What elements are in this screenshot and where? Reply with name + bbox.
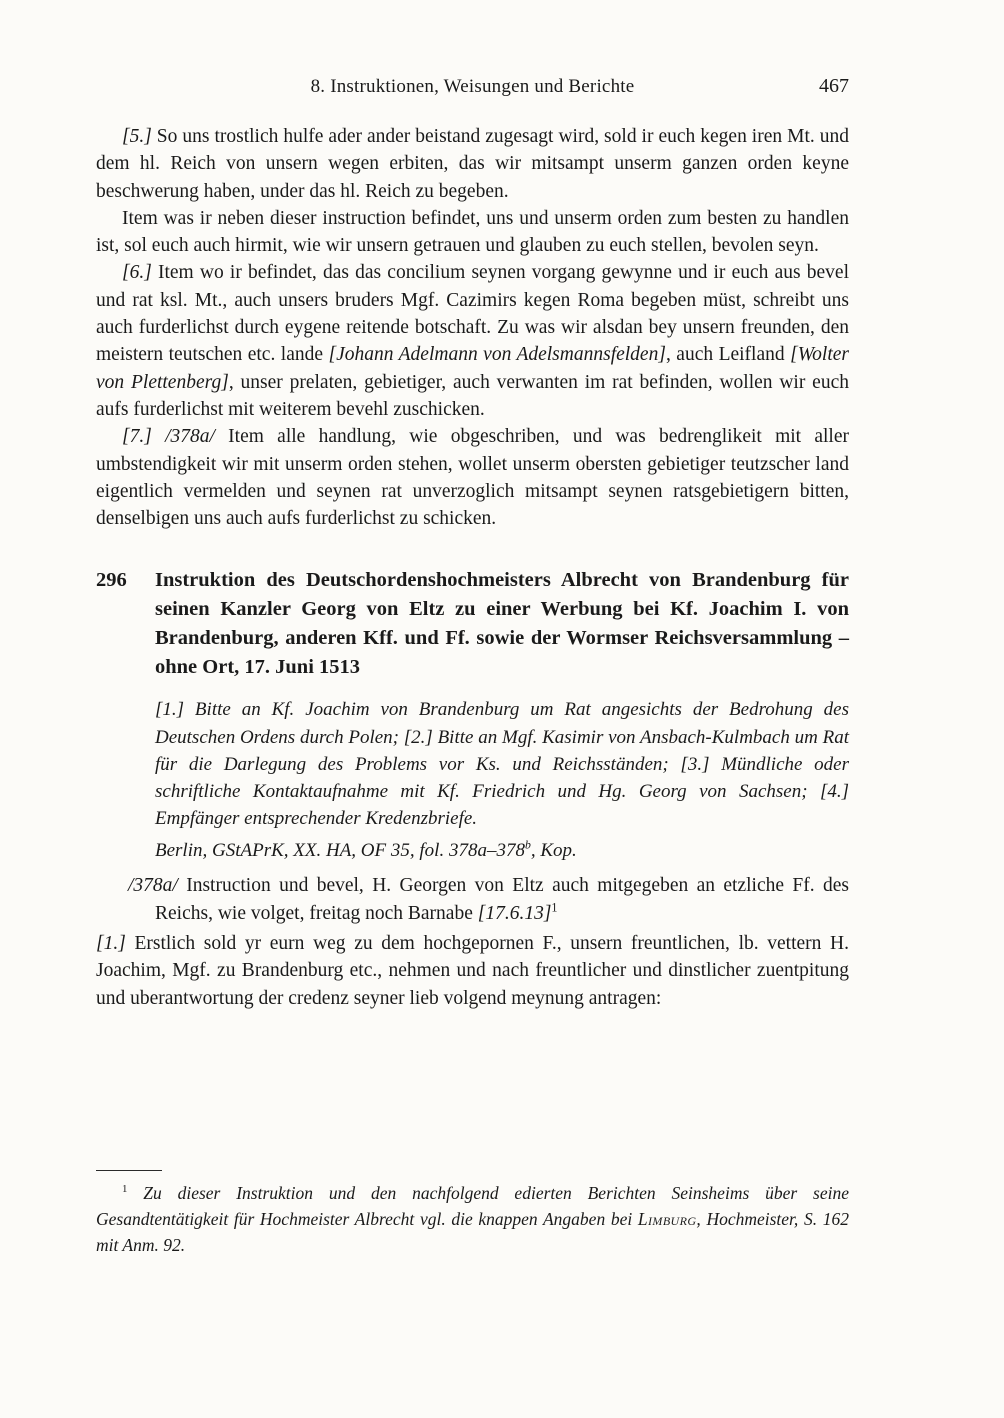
paragraph-7: [7.] /378a/ Item alle handlung, wie obgeschriben, und was bedrenglikeit mit aller umbstendigkeit wir mit unserm orden stehen, wollet unserm obersten gebietiger teutzscher land eigentlich vermelden und seynen rat unverzoglich mitsampt seynen ratsgebietigern bitten, denselbigen uns auch aufs furderlichst zu schicken.	[96, 426, 849, 530]
entry-heading	[96, 566, 849, 682]
entry-number: 296	[96, 569, 127, 592]
record-paragraph-1: [1.] Erstlich sold yr eurn weg zu dem hochgepornen F., unsern freuntlichen, lb. vettern H. Joachim, Mgf. zu Brandenburg etc., nehmen und nach freuntlicher und dinstlicher zuentpitung und uberantwortung der credenz seyner lieb volgend meynung antragen:	[96, 933, 849, 1009]
footnote-area	[96, 1170, 849, 1258]
running-header	[96, 76, 849, 100]
entry-296	[96, 566, 849, 1012]
page-content	[96, 76, 849, 1012]
footnote-rule	[96, 1170, 162, 1171]
footnote-1: $^1$ Zu dieser Instruktion und den nachfolgend edierten Berichten Seinsheims über seine Gesandtentätigkeit für Hochmeister Albrecht vgl. die knappen Angaben bei Limburg, Hochmeister, S. 162 mit Anm. 92.	[96, 1183, 849, 1255]
page-number: 467	[819, 75, 849, 97]
paragraph-6: [6.] Item wo ir befindet, das das concilium seynen vorgang gewynne und ir euch aus bevel und rat ksl. Mt., auch unsers bruders Mgf. Cazimirs kegen Roma begeben müst, schreibt uns auch furderlichst durch eygene reitende botschaft. Zu was wir alsdan bey unsern freunden, den meistern teutschen etc. lande [Johann Adelmann von Adelsmannsfelden], auch Leifland [Wolter von Plettenberg], unser prelaten, gebietiger, auch verwanten im rat befinden, wollen wir euch aufs furderlichst mit weiterem bevehl zuschicken.	[96, 262, 849, 420]
entry-summary: [1.] Bitte an Kf. Joachim von Brandenburg um Rat angesichts der Bedrohung des Deutschen Ordens durch Polen; [2.] Bitte an Mgf. Kasimir von Ansbach-Kulmbach um Rat für die Darlegung des Problems vor Ks. und Reichsständen; [3.] Mündliche oder schriftliche Kontaktaufnahme mit Kf. Friedrich und Hg. Georg von Sachsen; [4.] Empfänger entsprechender Kredenzbriefe.	[155, 699, 849, 830]
entry-title: Instruktion des Deutschordenshochmeisters Albrecht von Brandenburg für seinen Kanzler Georg von Eltz zu einer Werbung bei Kf. Joachim I. von Brandenburg, anderen Kff. und Ff. sowie der Wormser Reichsversammlung – ohne Ort, 17. Juni 1513	[155, 569, 849, 679]
running-title: 8. Instruktionen, Weisungen und Berichte	[310, 76, 635, 97]
paragraph-5: [5.] So uns trostlich hulfe ader ander beistand zugesagt wird, sold ir euch kegen iren Mt. und dem hl. Reich von unsern wegen erbiten, das wir mitsampt unserm ganzen orden keyne beschwerung haben, under das hl. Reich zu begeben.	[96, 126, 849, 202]
record-opening: /378a/ Instruction und bevel, H. Georgen von Eltz auch mitgegeben an etzliche Ff. des Reichs, wie volget, freitag noch Barnabe $[17.6.13]^1$	[128, 875, 849, 924]
archival-source-line: Berlin, GStAPrK, XX. HA, OF 35, fol. 378a–378$^b$, Kop.	[155, 839, 577, 862]
paragraph-item: Item was ir neben dieser instruction befindet, uns und unserm orden zum besten zu handlen ist, sol euch auch hirmit, wie wir unsern getrauen und glauben zu euch stellen, bevolen seyn.	[96, 207, 849, 257]
